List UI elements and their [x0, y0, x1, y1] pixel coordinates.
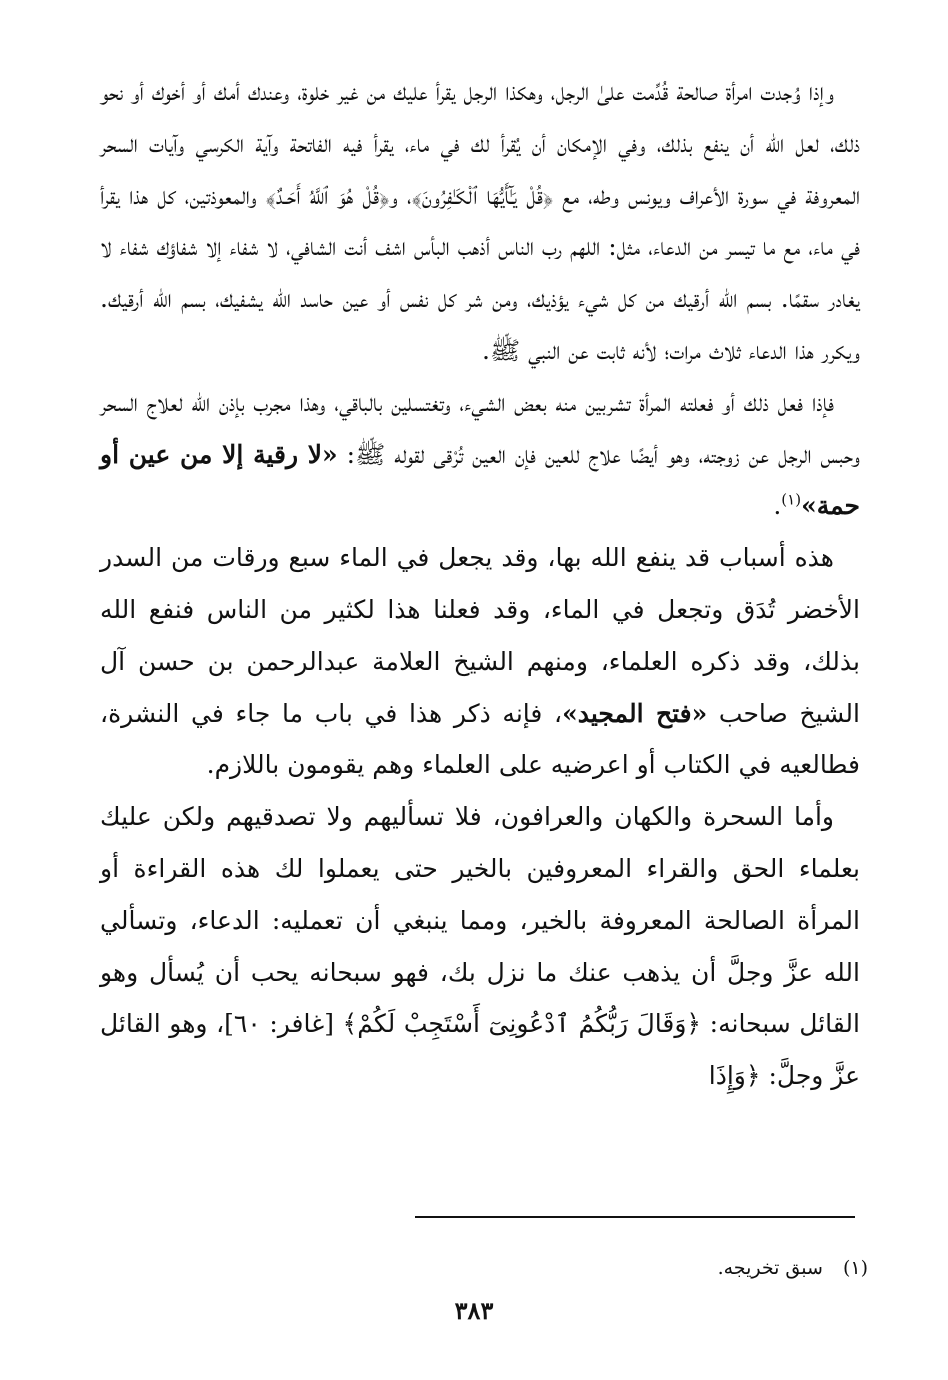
paragraph-2-text-after: . [773, 491, 782, 521]
paragraph-3 [100, 532, 860, 791]
page-number: ٣٨٣ [454, 1296, 494, 1325]
page-body [100, 66, 860, 1102]
footnote-marker: (١) [781, 491, 802, 510]
paragraph-2 [100, 377, 860, 532]
paragraph-1-text: وإذا وُجدت امرأة صالحة قُدِّمت علىٰ الرجل، وهكذا الرجل يقرأ عليك من غير خلوة، وعندك أمك أو أخوك أو نحو ذلك، لعل الله أن ينفع بذلك، وفي الإمكان أن يُقرأ لك في ماء، يقرأ فيه الفاتحة وآية الكرسي وآيات السحر المعروفة في سورة الأعراف ويونس وطه، مع ﴿قُلْ يَـٰٓأَيُّهَا ٱلْكَـٰفِرُونَ﴾، و﴿قُلْ هُوَ ٱللَّهُ أَحَـدٌ﴾ والمعوذتين، كل هذا يقرأ في ماء، مع ما تيسر من الدعاء، مثل: اللهم رب الناس أذهب البأس اشف أنت الشافي، لا شفاء إلا شفاؤك شفاء لا يغادر سقمًا. بسم الله أرقيك من كل شيء يؤذيك، ومن شر كل نفس أو عين حاسد الله يشفيك، بسم الله أرقيك. ويكرر هذا الدعاء ثلاث مرات؛ لأنه ثابت عن النبي ﷺ. [100, 77, 860, 365]
paragraph-3-text-after: ، فإنه ذكر هذا في باب ما جاء في النشرة، فطالعيه في الكتاب أو اعرضيه على العلماء وهم يقومون باللازم. [100, 698, 860, 780]
book-title: «فتح المجيد» [562, 698, 708, 728]
paragraph-1 [100, 66, 860, 377]
footnote-divider [415, 1216, 855, 1218]
paragraph-2-text-before: فإذا فعل ذلك أو فعلته المرأة تشربين منه بعض الشيء، وتغتسلين بالباقي، وهذا مجرب بإذن الله لعلاج السحر وحبس الرجل عن زوجته، وهو أيضًا علاج للعين فإن العين تُرْقى لقوله ﷺ: [100, 387, 860, 469]
footnote [718, 1255, 868, 1281]
footnote-number: (١) [842, 1257, 868, 1279]
paragraph-3-text-before: هذه أسباب قد ينفع الله بها، وقد يجعل في الماء سبع ورقات من السدر الأخضر تُدَق وتجعل في الماء، وقد فعلنا هذا لكثير من الناس فنفع الله بذلك، وقد ذكره العلماء، ومنهم الشيخ العلامة عبدالرحمن بن حسن آل الشيخ صاحب [100, 543, 860, 728]
paragraph-4 [100, 791, 860, 1102]
footnote-text: سبق تخريجه. [717, 1257, 823, 1279]
hadith-quote: «لا رقية إلا من عين أو حمة» [100, 439, 860, 521]
paragraph-4-text: وأما السحرة والكهان والعرافون، فلا تسأليهم ولا تصدقيهم ولكن عليك بعلماء الحق والقراء المعروفين بالخير حتى يعملوا لك هذه القراءة أو المرأة الصالحة المعروفة بالخير، ومما ينبغي أن تعمليه: الدعاء، وتسألي الله عزَّ وجلَّ أن يذهب عنك ما نزل بك، فهو سبحانه يحب أن يُسأل وهو القائل سبحانه: ﴿وَقَالَ رَبُّكُمُ ٱدْعُونِىٓ أَسْتَجِبْ لَكُمْ﴾ [غافر: ٦٠]، وهو القائل عزَّ وجلَّ: ﴿وَإِذَا [100, 802, 860, 1091]
